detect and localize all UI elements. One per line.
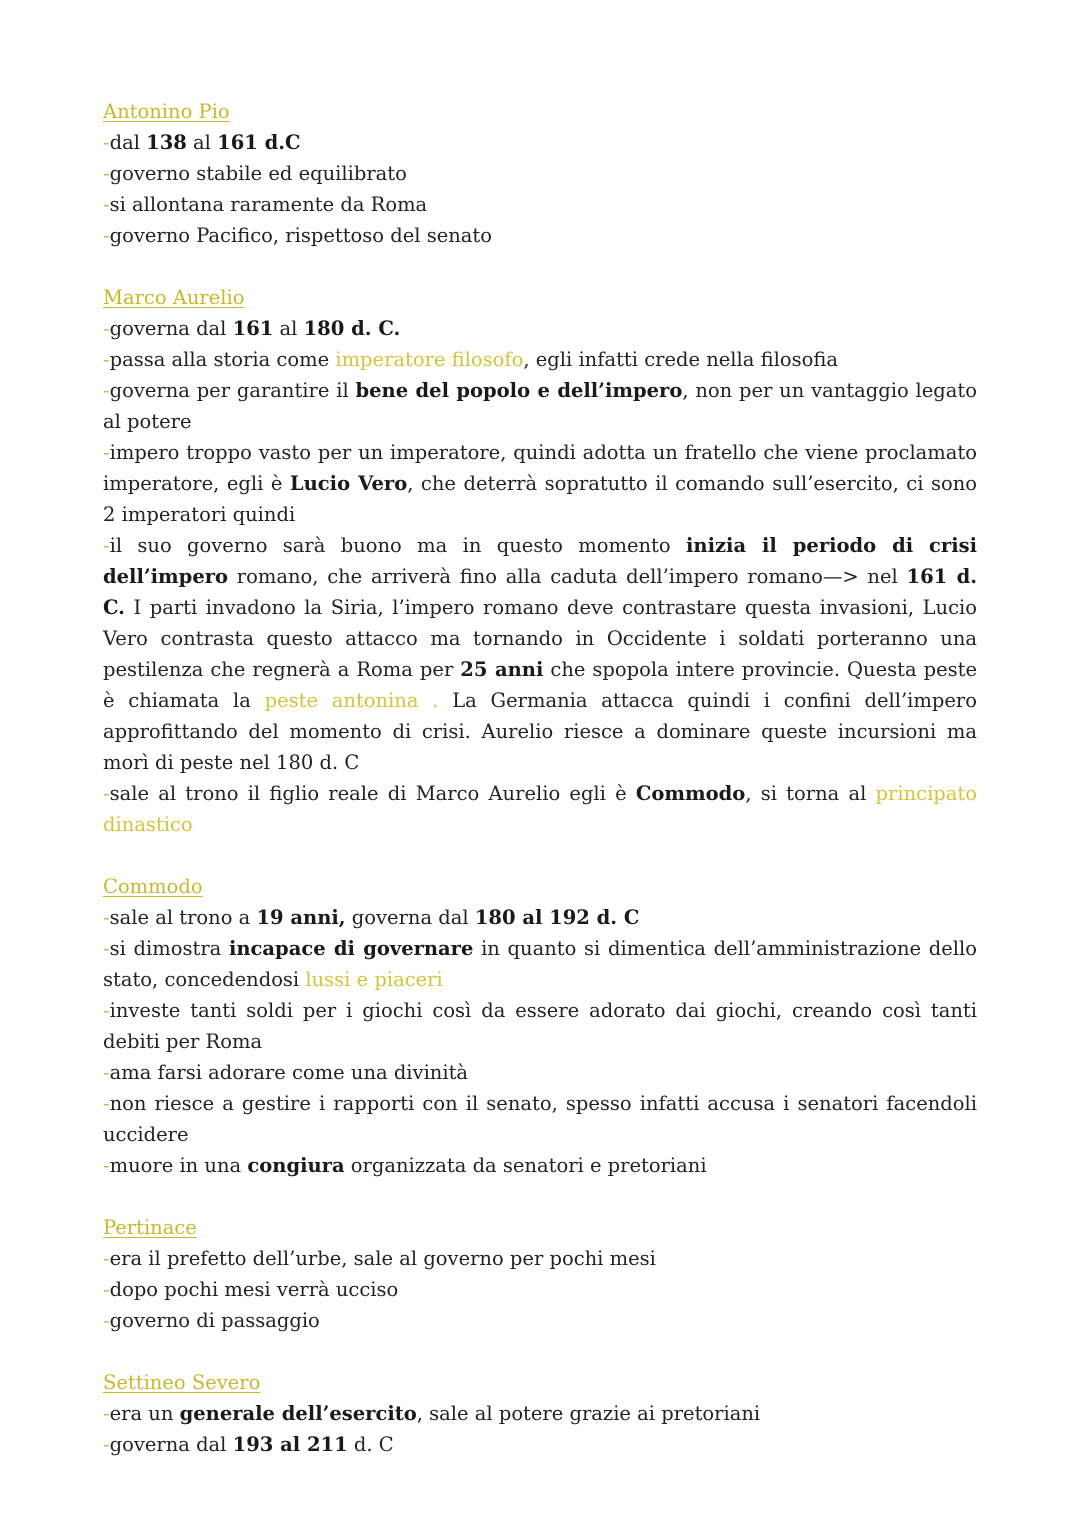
bullet-dash: - xyxy=(103,1309,110,1332)
bullet-dash: - xyxy=(103,937,110,960)
text-run: , si torna al xyxy=(745,782,876,805)
bullet-item xyxy=(103,1243,977,1274)
bullet-dash: - xyxy=(103,1092,110,1115)
text-run: organizzata da senatori e pretoriani xyxy=(344,1154,707,1177)
text-run: era un xyxy=(109,1402,180,1425)
text-run: , che deterrà sopratutto il comando sull’esercito, ci sono 2 imperatori quindi xyxy=(103,472,977,526)
section-heading: Pertinace xyxy=(103,1216,197,1239)
text-run: investe tanti soldi per i giochi così da essere adorato dai giochi, creando così tanti debiti per Roma xyxy=(103,999,977,1053)
bold-text: generale dell’esercito xyxy=(179,1402,417,1425)
bold-text: 193 al 211 xyxy=(232,1433,348,1456)
bullet-dash: - xyxy=(103,1402,110,1425)
bullet-dash: - xyxy=(103,131,110,154)
section-antonino-pio xyxy=(103,96,977,251)
bold-text: Commodo xyxy=(635,782,746,805)
text-run: al xyxy=(186,131,218,154)
text-run: d. C xyxy=(347,1433,394,1456)
bullet-item xyxy=(103,1429,977,1460)
section-heading: Antonino Pio xyxy=(103,100,230,123)
section-heading: Commodo xyxy=(103,875,203,898)
bullet-item xyxy=(103,127,977,158)
text-run: La Germania attacca quindi i confini dell’impero approfittando del momento di crisi. Aurelio riesce a dominare queste incursioni ma morì di peste nel 180 d. C xyxy=(103,689,977,774)
highlighted-text: peste antonina . xyxy=(264,689,439,712)
text-run: governa dal xyxy=(345,906,475,929)
bold-text: 180 d. C. xyxy=(303,317,401,340)
text-run: impero troppo vasto per un imperatore, quindi adotta un fratello che viene proclamato imperatore, egli è xyxy=(103,441,977,495)
text-run: non riesce a gestire i rapporti con il senato, spesso infatti accusa i senatori facendoli uccidere xyxy=(103,1092,977,1146)
bullet-item xyxy=(103,530,977,778)
highlighted-text: principato dinastico xyxy=(103,782,977,836)
bold-text: 161 d.C xyxy=(217,131,301,154)
bullet-dash: - xyxy=(103,317,110,340)
bold-text: 161 d. C. xyxy=(103,565,977,619)
text-run: governa dal xyxy=(109,317,233,340)
bold-text: inizia il periodo di crisi dell’impero xyxy=(103,534,977,588)
bullet-dash: - xyxy=(103,162,110,185)
text-run: governo Pacifico, rispettoso del senato xyxy=(109,224,492,247)
bullet-item xyxy=(103,1398,977,1429)
bullet-dash: - xyxy=(103,534,110,557)
bullet-item xyxy=(103,1088,977,1150)
bullet-dash: - xyxy=(103,1061,110,1084)
section-heading: Marco Aurelio xyxy=(103,286,245,309)
bullet-dash: - xyxy=(103,1433,110,1456)
bold-text: incapace di governare xyxy=(228,937,474,960)
bold-text: 25 anni xyxy=(460,658,544,681)
bold-text: 138 xyxy=(146,131,187,154)
section-settineo-severo xyxy=(103,1367,977,1460)
bullet-dash: - xyxy=(103,1154,110,1177)
bullet-item xyxy=(103,375,977,437)
text-run: governo stabile ed equilibrato xyxy=(109,162,407,185)
text-run: governa dal xyxy=(109,1433,233,1456)
bullet-dash: - xyxy=(103,1247,110,1270)
bullet-item xyxy=(103,995,977,1057)
text-run: sale al trono a xyxy=(109,906,257,929)
bullet-dash: - xyxy=(103,906,110,929)
highlighted-text: lussi e piaceri xyxy=(305,968,443,991)
text-run: dopo pochi mesi verrà ucciso xyxy=(109,1278,399,1301)
text-run: sale al trono il figlio reale di Marco Aurelio egli è xyxy=(109,782,636,805)
bullet-item xyxy=(103,437,977,530)
bullet-dash: - xyxy=(103,441,110,464)
bold-text: 19 anni, xyxy=(256,906,346,929)
bullet-item xyxy=(103,220,977,251)
bullet-item xyxy=(103,344,977,375)
text-run: I parti invadono la Siria, l’impero romano deve contrastare questa invasioni, Lucio Vero contrasta questo attacco ma tornando in Occidente i soldati porteranno una pestilenza che regnerà a Roma per xyxy=(103,596,977,681)
bullet-item xyxy=(103,1274,977,1305)
bullet-item xyxy=(103,933,977,995)
bullet-item xyxy=(103,1305,977,1336)
bullet-dash: - xyxy=(103,348,110,371)
text-run: si dimostra xyxy=(109,937,229,960)
text-run: passa alla storia come xyxy=(109,348,336,371)
bold-text: congiura xyxy=(247,1154,345,1177)
text-run: muore in una xyxy=(109,1154,248,1177)
bullet-dash: - xyxy=(103,193,110,216)
section-heading: Settineo Severo xyxy=(103,1371,261,1394)
bullet-item xyxy=(103,902,977,933)
text-run: , non per un vantaggio legato al potere xyxy=(103,379,977,433)
bullet-item xyxy=(103,313,977,344)
text-run: ama farsi adorare come una divinità xyxy=(109,1061,469,1084)
text-run: , egli infatti crede nella filosofia xyxy=(523,348,838,371)
document-page xyxy=(103,96,977,1460)
text-run: dal xyxy=(109,131,147,154)
bullet-dash: - xyxy=(103,379,110,402)
bold-text: Lucio Vero xyxy=(289,472,408,495)
text-run: romano, che arriverà fino alla caduta dell’impero romano—> nel xyxy=(228,565,907,588)
bullet-item xyxy=(103,1150,977,1181)
bullet-dash: - xyxy=(103,1278,110,1301)
bullet-dash: - xyxy=(103,782,110,805)
bullet-item xyxy=(103,158,977,189)
section-pertinace xyxy=(103,1212,977,1336)
text-run: , sale al potere grazie ai pretoriani xyxy=(416,1402,761,1425)
bullet-dash: - xyxy=(103,224,110,247)
highlighted-text: imperatore filosofo xyxy=(335,348,524,371)
text-run: che spopola intere provincie. Questa peste è chiamata la xyxy=(103,658,977,712)
bullet-item xyxy=(103,778,977,840)
bullet-item xyxy=(103,1057,977,1088)
bold-text: bene del popolo e dell’impero xyxy=(355,379,683,402)
text-run: il suo governo sarà buono ma in questo momento xyxy=(109,534,686,557)
bullet-item xyxy=(103,189,977,220)
section-commodo xyxy=(103,871,977,1181)
text-run: in quanto si dimentica dell’amministrazione dello stato, concedendosi xyxy=(103,937,977,991)
text-run: governa per garantire il xyxy=(109,379,356,402)
text-run: governo di passaggio xyxy=(109,1309,320,1332)
text-run: era il prefetto dell’urbe, sale al governo per pochi mesi xyxy=(109,1247,656,1270)
bold-text: 180 al 192 d. C xyxy=(474,906,640,929)
bullet-dash: - xyxy=(103,999,110,1022)
bold-text: 161 xyxy=(232,317,274,340)
text-run: si allontana raramente da Roma xyxy=(109,193,428,216)
text-run: al xyxy=(273,317,304,340)
section-marco-aurelio xyxy=(103,282,977,840)
